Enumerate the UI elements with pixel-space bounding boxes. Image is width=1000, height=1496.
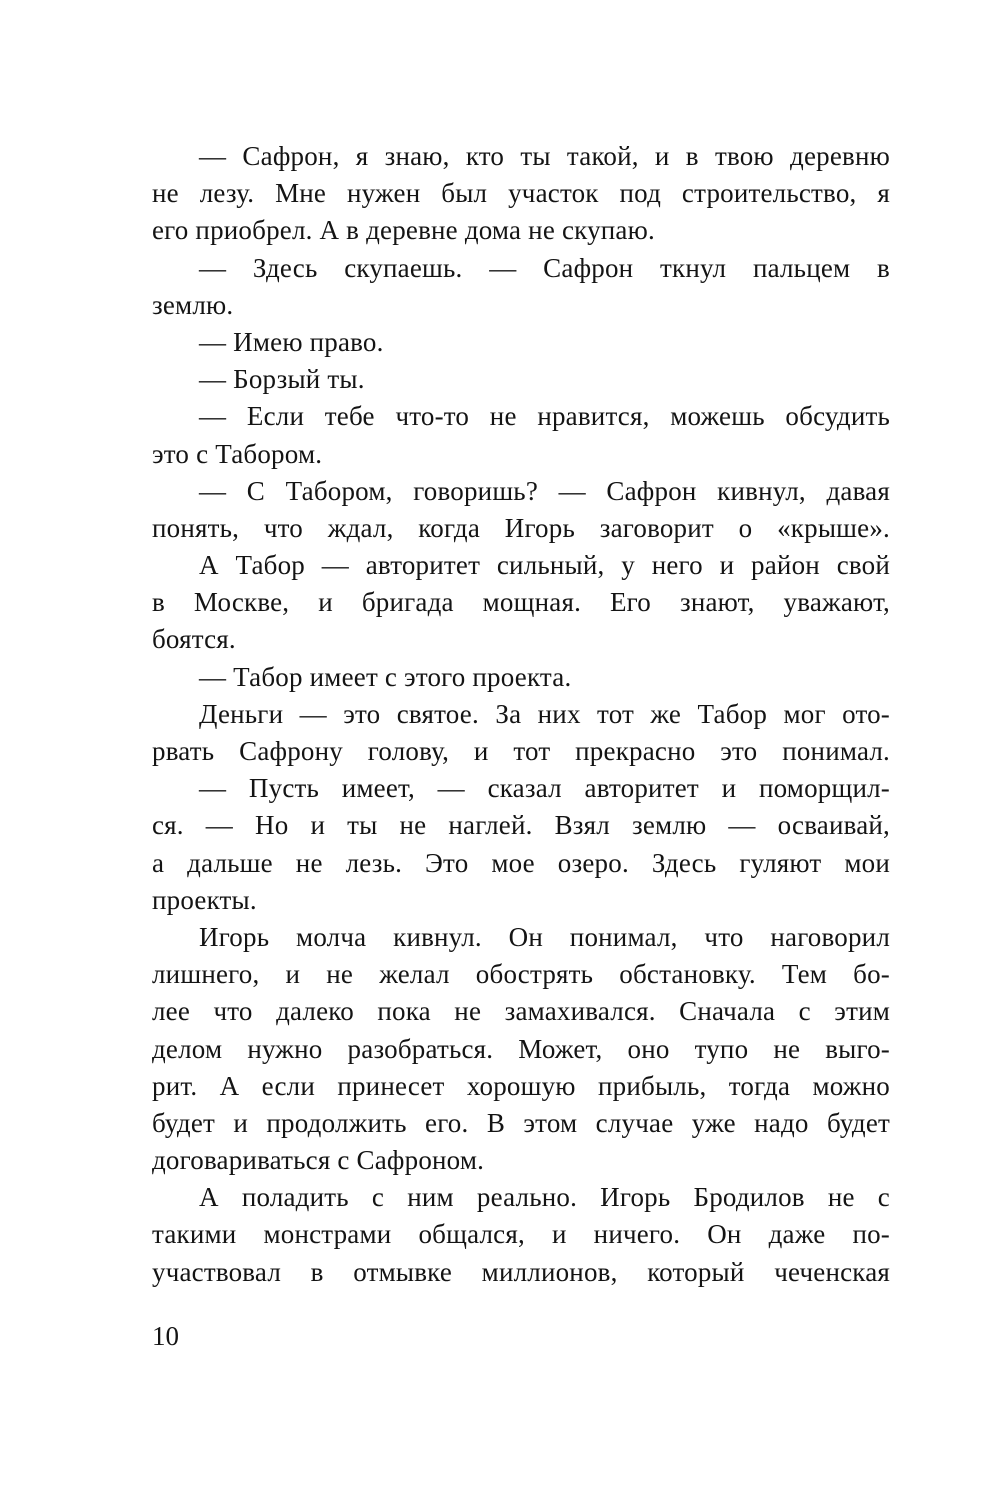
- text-line: это с Табором.: [152, 438, 323, 469]
- paragraph: [152, 659, 890, 696]
- text-line: договариваться с Сафроном.: [152, 1145, 485, 1176]
- text-line: землю.: [152, 289, 234, 320]
- text-line: — Здесь скупаешь. — Сафрон ткнул пальцем в: [199, 252, 890, 283]
- text-line: не лезу. Мне нужен был участок под строительство, я: [152, 178, 890, 209]
- paragraph: [152, 1179, 890, 1291]
- text-line: — Имею право.: [199, 326, 384, 357]
- text-line: понять, что ждал, когда Игорь заговорит о «крыше».: [152, 512, 890, 543]
- paragraph: [152, 398, 890, 472]
- text-line: в Москве, и бригада мощная. Его знают, уважают,: [152, 587, 890, 618]
- paragraph: [152, 473, 890, 547]
- text-line: А Табор — авторитет сильный, у него и район свой: [199, 550, 890, 581]
- paragraph: [152, 770, 890, 919]
- page-number: 10: [152, 1321, 179, 1351]
- text-line: рвать Сафрону голову, и тот прекрасно это понимал.: [152, 736, 890, 766]
- paragraph: [152, 919, 890, 1179]
- text-line: Игорь молча кивнул. Он понимал, что наговорил: [199, 921, 890, 952]
- paragraph: [152, 696, 890, 770]
- text-line: такими монстрами общался, и ничего. Он даже по-: [152, 1219, 890, 1250]
- paragraph: [152, 138, 890, 250]
- text-line: — Если тебе что-то не нравится, можешь обсудить: [199, 401, 890, 432]
- text-line: лишнего, и не желал обострять обстановку. Тем бо-: [152, 959, 890, 990]
- text-line: делом нужно разобраться. Может, оно тупо не выго-: [152, 1033, 890, 1064]
- paragraph: [152, 361, 890, 398]
- text-line: — Табор имеет с этого проекта.: [199, 661, 572, 692]
- text-line: а дальше не лезь. Это мое озеро. Здесь гуляют мои: [152, 847, 890, 878]
- paragraph: [152, 324, 890, 361]
- text-line: — Пусть имеет, — сказал авторитет и поморщил-: [199, 773, 890, 804]
- text-line: — Сафрон, я знаю, кто ты такой, и в твою деревню: [199, 141, 890, 171]
- text-line: рит. А если принесет хорошую прибыль, тогда можно: [152, 1070, 890, 1101]
- text-block: [152, 138, 890, 1291]
- text-line: ся. — Но и ты не наглей. Взял землю — осваивай,: [152, 810, 890, 841]
- paragraph: [152, 547, 890, 659]
- text-line: его приобрел. А в деревне дома не скупаю.: [152, 215, 655, 246]
- text-line: участвовал в отмывке миллионов, который чеченская: [152, 1256, 890, 1287]
- text-line: — Борзый ты.: [199, 364, 365, 395]
- text-line: лее что далеко пока не замахивался. Сначала с этим: [152, 996, 890, 1027]
- paragraph: [152, 250, 890, 324]
- text-line: будет и продолжить его. В этом случае уже надо будет: [152, 1107, 890, 1138]
- text-line: проекты.: [152, 884, 257, 915]
- text-line: А поладить с ним реально. Игорь Бродилов не с: [199, 1182, 890, 1213]
- text-line: — С Табором, говоришь? — Сафрон кивнул, давая: [199, 475, 890, 506]
- text-line: Деньги — это святое. За них тот же Табор мог ото-: [199, 698, 890, 729]
- text-line: боятся.: [152, 624, 236, 655]
